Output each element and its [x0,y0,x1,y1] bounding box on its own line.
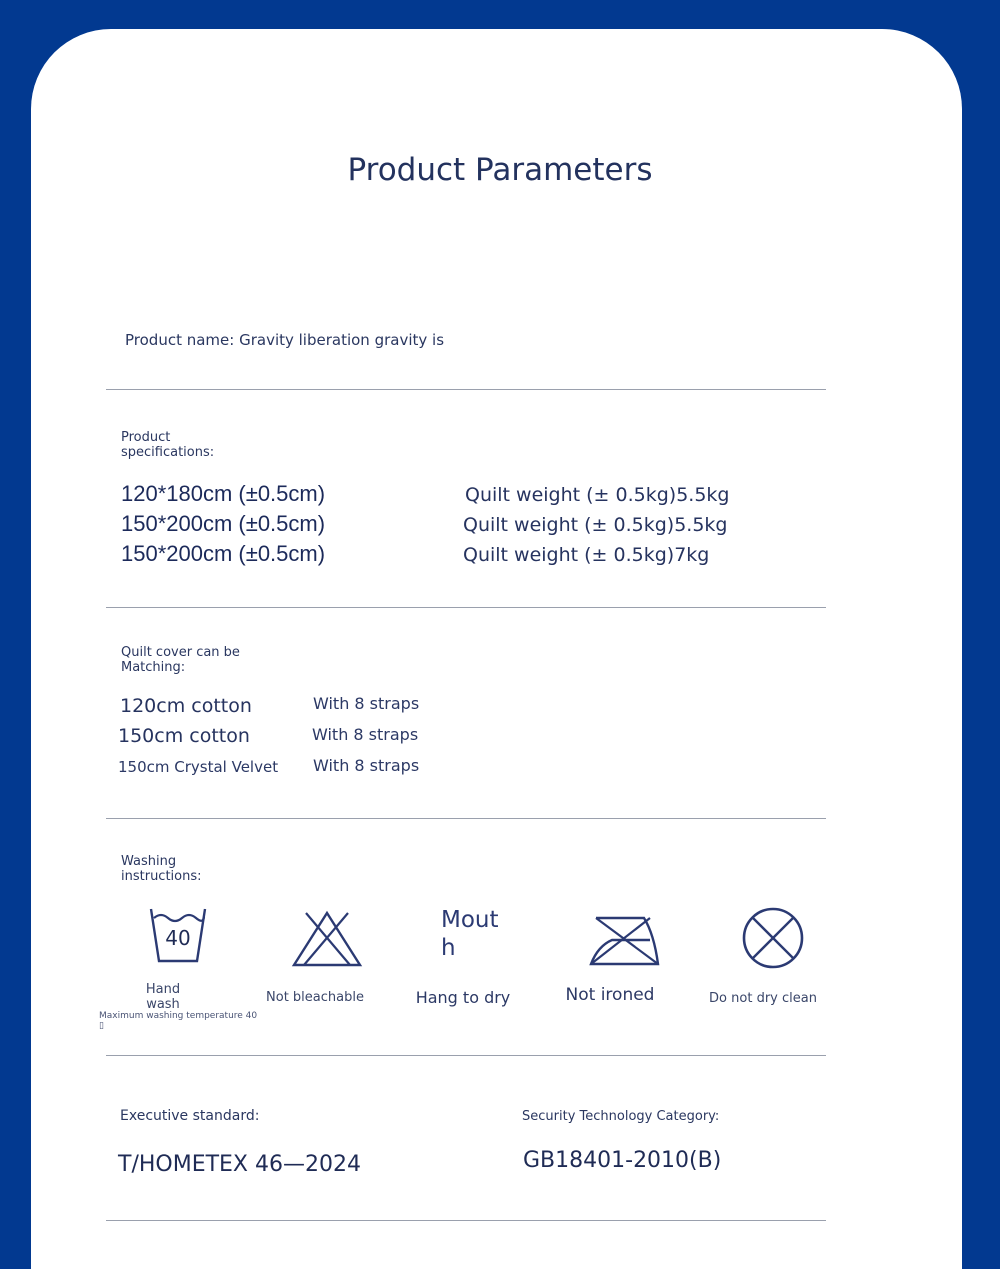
not-bleachable-label: Not bleachable [266,990,364,1005]
spec-size-2: 150*200cm (±0.5cm) [121,511,326,536]
page-title: Product Parameters [347,152,653,188]
do-not-dry-clean-label: Do not dry clean [709,991,817,1006]
divider [106,818,826,819]
not-ironed-icon [588,914,662,968]
not-ironed-label: Not ironed [565,985,655,1005]
divider [106,607,826,608]
max-temp-note: Maximum washing temperature 40 ▯ [99,1011,258,1031]
security-category-value: GB18401-2010(B) [523,1148,722,1173]
specifications-label: Product specifications: [121,430,215,460]
cover-straps-3: With 8 straps [313,756,420,775]
executive-standard-value: T/HOMETEX 46—2024 [118,1152,361,1177]
cover-material-2: 150cm cotton [118,725,250,747]
spec-size-3: 150*200cm (±0.5cm) [121,541,326,566]
cover-straps-2: With 8 straps [312,725,419,744]
security-category-label: Security Technology Category: [522,1109,720,1124]
spec-size-1: 120*180cm (±0.5cm) [121,481,326,506]
divider [106,1220,826,1221]
hand-wash-label: Hand wash [145,982,181,1012]
cover-straps-1: With 8 straps [313,694,420,713]
hang-to-dry-icon: Mout h [441,907,499,961]
cover-material-1: 120cm cotton [120,695,252,717]
quilt-cover-label: Quilt cover can be Matching: [121,645,240,675]
spec-weight-3: Quilt weight (± 0.5kg)7kg [463,544,710,566]
product-name-label: Product name: Gravity liberation gravity is [125,331,445,349]
do-not-dry-clean-icon [741,906,805,970]
hang-to-dry-label: Hang to dry [415,988,511,1007]
washing-label: Washing instructions: [121,854,202,884]
divider [106,389,826,390]
executive-standard-label: Executive standard: [120,1108,260,1124]
wash-temperature: 40 [165,926,191,950]
spec-weight-1: Quilt weight (± 0.5kg)5.5kg [465,484,730,506]
spec-weight-2: Quilt weight (± 0.5kg)5.5kg [463,514,728,536]
cover-material-3: 150cm Crystal Velvet [118,758,279,776]
divider [106,1055,826,1056]
not-bleachable-icon [290,910,364,968]
